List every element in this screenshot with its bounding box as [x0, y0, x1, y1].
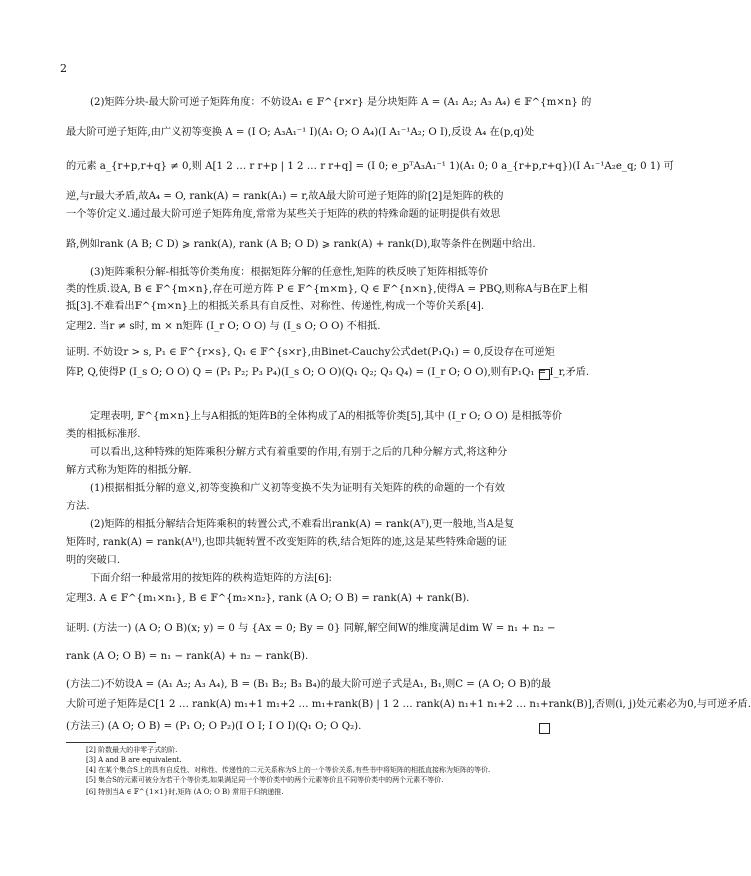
text-line: 抵[3].不难看出𝔽^{m×n}上的相抵关系具有自反性、对称性、传递性,构成一个等价关系[4]. — [66, 301, 485, 312]
text-line: (3)矩阵乘积分解-相抵等价类角度：根据矩阵分解的任意性,矩阵的秩反映了矩阵相抵等价 — [90, 267, 489, 278]
text-line: 一个等价定义.通过最大阶可逆子矩阵角度,常常为某些关于矩阵的秩的特殊命题的证明提供有效思 — [66, 209, 501, 220]
text-line: 明的突破口. — [66, 555, 121, 566]
proof-line: (方法三) (A O; O B) = (P₁ O; O P₂)(I O I; I O I)(Q₁ O; O Q₂). — [66, 721, 362, 732]
text-line: 最大阶可逆子矩阵,由广义初等变换 A = (I O; A₃A₁⁻¹ I)(A₁ O; O A₄)(I A₁⁻¹A₂; O I),反设 A₄ 在(p,q)处 — [66, 127, 535, 138]
footnote: [3] A and B are equivalent. — [86, 756, 182, 764]
text-line: (2)矩阵分块-最大阶可逆子矩阵角度：不妨设A₁ ∈ 𝔽^{r×r} 是分块矩阵 A = (A₁ A₂; A₃ A₄) ∈ 𝔽^{m×n} 的 — [90, 97, 592, 108]
text-line: 矩阵时, rank(A) = rank(Aᴴ),也即共轭转置不改变矩阵的秩,结合矩阵的迹,这是某些特殊命题的证 — [66, 537, 507, 548]
proof-line: 阵P, Q,使得P (I_s O; O O) Q = (P₁ P₂; P₃ P₄)(I_s O; O O)(Q₁ Q₂; Q₃ Q₄) = (I_r O; O O),则有P₁Q₁ = I_r,矛盾. — [66, 367, 590, 378]
footnote-rule — [66, 742, 156, 743]
qed-mark — [539, 723, 550, 734]
text-line: 定理表明, 𝔽^{m×n}上与A相抵的矩阵B的全体构成了A的相抵等价类[5],其中 (I_r O; O O) 是相抵等价 — [90, 411, 563, 422]
page — [60, 0, 751, 876]
text-line: 类的性质.设A, B ∈ 𝔽^{m×n},存在可逆方阵 P ∈ 𝔽^{m×m}, Q ∈ 𝔽^{n×n},使得A = PBQ,则称A与B在𝔽上相 — [66, 284, 588, 295]
text-line: 逆,与r最大矛盾,故A₄ = O, rank(A) = rank(A₁) = r,故A最大阶可逆子矩阵的阶[2]是矩阵的秩的 — [66, 191, 504, 202]
text-line: 下面介绍一种最常用的按矩阵的秩构造矩阵的方法[6]: — [90, 573, 332, 584]
text-line: 类的相抵标准形. — [66, 429, 141, 440]
text-line: (1)根据相抵分解的意义,初等变换和广义初等变换不失为证明有关矩阵的秩的命题的一个有效 — [90, 483, 505, 494]
proof-line: 证明. 不妨设r > s, P₁ ∈ 𝔽^{r×s}, Q₁ ∈ 𝔽^{s×r},由Binet-Cauchy公式det(P₁Q₁) = 0,反设存在可逆矩 — [66, 347, 555, 358]
text-line: 的元素 a_{r+p,r+q} ≠ 0,则 A[1 2 … r r+p | 1 2 … r r+q] = (I 0; e_pᵀA₃A₁⁻¹ 1)(A₁ 0; 0 a_{r+p,r+q})(I A₁⁻¹A₂e_q; 0 1) 可 — [66, 161, 674, 172]
proof-line: 证明. (方法一) (A O; O B)(x; y) = 0 与 {Ax = 0; By = 0} 同解,解空间W的维度满足dim W = n₁ + n₂ − — [66, 623, 556, 634]
text-line: 解方式称为矩阵的相抵分解. — [66, 465, 192, 476]
proof-line: 大阶可逆子矩阵是C[1 2 … rank(A) m₁+1 m₁+2 … m₁+rank(B) | 1 2 … rank(A) n₁+1 n₁+2 … n₁+rank(B)],否则(i, j)处元素必为0,与可逆矛盾. — [66, 699, 751, 710]
theorem-3: 定理3. A ∈ 𝔽^{m₁×n₁}, B ∈ 𝔽^{m₂×n₂}, rank (A O; O B) = rank(A) + rank(B). — [66, 593, 470, 604]
footnote: [6] 特别当A ∈ 𝔽^{1×1}时,矩阵 (A O; O B) 常用于归纳递推. — [86, 788, 284, 796]
text-line: (2)矩阵的相抵分解结合矩阵乘积的转置公式,不难看出rank(A) = rank(Aᵀ),更一般地,当A是复 — [90, 519, 515, 530]
proof-line: rank (A O; O B) = n₁ − rank(A) + n₂ − rank(B). — [66, 651, 309, 662]
text-line: 可以看出,这种特殊的矩阵乘积分解方式有着重要的作用,有别于之后的几种分解方式,将这种分 — [90, 447, 508, 458]
text-line: 方法. — [66, 501, 90, 512]
text-line: 路,例如rank (A B; C D) ⩾ rank(A), rank (A B; O D) ⩾ rank(A) + rank(D),取等条件在例题中给出. — [66, 239, 536, 250]
footnote: [5] 集合S的元素可被分为若干个等价类,如果满足同一个等价类中的两个元素等价且不同等价类中的两个元素不等价. — [86, 776, 444, 784]
footnote: [4] 在某个集合S上的具有自反性、对称性、传递性的二元关系称为S上的一个等价关系,有些书中将矩阵的相抵直接称为矩阵的等价. — [86, 766, 491, 774]
page-number: 2 — [60, 62, 67, 75]
theorem-2: 定理2. 当r ≠ s时, m × n矩阵 (I_r O; O O) 与 (I_s O; O O) 不相抵. — [66, 321, 381, 332]
footnote: [2] 阶数最大的非零子式的阶. — [86, 746, 178, 754]
proof-line: (方法二)不妨设A = (A₁ A₂; A₃ A₄), B = (B₁ B₂; B₃ B₄)的最大阶可逆子式是A₁, B₁,则C = (A O; O B)的最 — [66, 679, 552, 690]
qed-mark — [539, 369, 550, 380]
